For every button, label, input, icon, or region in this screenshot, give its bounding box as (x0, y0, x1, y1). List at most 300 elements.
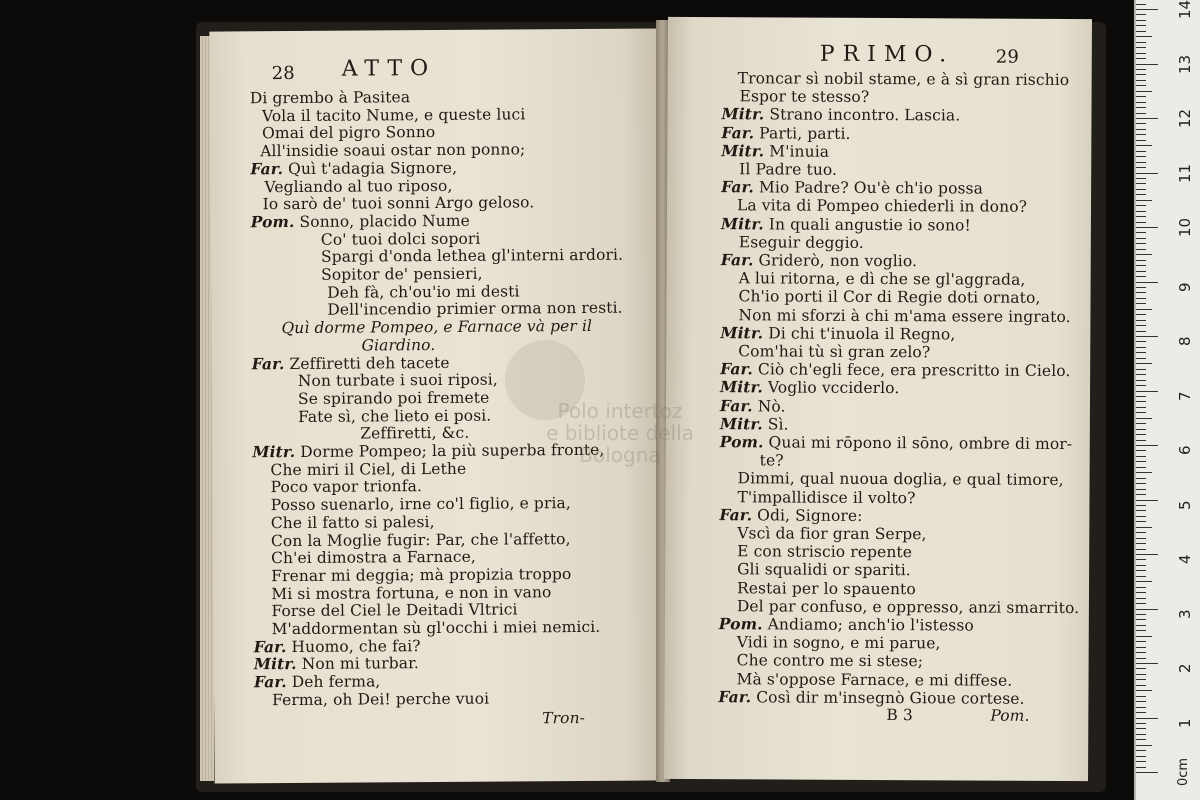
ruler-tick (1136, 598, 1146, 599)
text-line (739, 160, 837, 179)
ruler-tick (1136, 162, 1146, 163)
ruler-number: 12 (1176, 108, 1194, 128)
text-line (281, 317, 592, 337)
ruler-tick (1136, 701, 1146, 702)
ruler-tick (1136, 478, 1146, 479)
verse-text: Sonno, placido Nume (299, 211, 470, 231)
ruler-number: 13 (1176, 54, 1194, 74)
ruler-tick (1136, 696, 1146, 697)
ruler-tick (1136, 336, 1158, 337)
ruler-tick (1136, 123, 1146, 124)
verse-text: Dorme Pompeo; la più superba fronte, (300, 440, 605, 461)
ruler-tick (1136, 559, 1146, 560)
speaker-label: Pom. (719, 432, 764, 452)
ruler-tick (1136, 685, 1146, 686)
ruler-tick (1136, 401, 1146, 402)
ruler-number: 7 (1176, 390, 1194, 401)
ruler-number: 1 (1176, 717, 1194, 728)
text-line (721, 124, 850, 143)
ruler-tick (1136, 380, 1146, 381)
ruler-tick (1136, 325, 1146, 326)
ruler-tick (1136, 723, 1146, 724)
verse-text: Zeffiretti deh tacete (289, 353, 450, 373)
text-line (721, 142, 829, 161)
verse-text: Poco vapor trionfa. (270, 477, 422, 497)
ruler-tick (1136, 374, 1146, 375)
ruler-tick (1136, 440, 1146, 441)
ruler-tick (1136, 331, 1146, 332)
verse-text: Nò. (757, 396, 786, 416)
verse-text: All'insidie soaui ostar non ponno; (260, 140, 526, 161)
ruler-tick (1136, 489, 1146, 490)
text-line (737, 597, 1079, 617)
ruler-tick (1136, 292, 1146, 293)
verse-text: Dell'incendio primier orma non resti. (327, 299, 623, 320)
ruler-tick (1136, 592, 1146, 593)
text-line (760, 452, 784, 470)
ruler-tick (1136, 205, 1146, 206)
verse-text: Se spirando poi fremete (297, 388, 490, 408)
speaker-label: Far. (721, 122, 755, 142)
verse-text: Non mi turbar. (301, 654, 419, 674)
ruler-tick (1136, 31, 1146, 32)
ruler-tick (1136, 260, 1146, 261)
verse-text: Griderò, non voglio. (758, 251, 918, 271)
text-line (271, 601, 517, 621)
text-line (737, 542, 912, 561)
ruler-tick (1136, 320, 1146, 321)
ruler-tick (1136, 222, 1146, 223)
verse-text: Troncar sì nobil stame, e à sì gran rischio (737, 69, 1070, 89)
ruler-tick (1136, 630, 1146, 631)
ruler-tick (1136, 85, 1146, 86)
ruler-tick (1136, 9, 1158, 10)
verse-text: Vscì da fior gran Serpe, (737, 524, 927, 544)
text-line (254, 637, 421, 656)
ruler-number: 10 (1176, 217, 1194, 237)
text-line (321, 229, 481, 248)
ruler-tick (1136, 20, 1146, 21)
ruler-tick (1136, 42, 1146, 43)
ruler-tick (1136, 663, 1158, 664)
ruler-tick (1136, 418, 1152, 419)
ruler-number: 9 (1176, 281, 1194, 292)
verse-text: Ch'io porti il Cor di Regie doti ornato, (738, 287, 1041, 308)
speaker-label: Far. (720, 250, 754, 270)
text-line (718, 688, 1024, 708)
ruler-tick (1136, 183, 1146, 184)
ruler-tick (1136, 570, 1146, 571)
text-line (270, 459, 466, 478)
ruler-tick (1136, 64, 1158, 65)
speaker-label: Mitr. (720, 322, 764, 343)
text-line (721, 251, 917, 270)
ruler-tick (1136, 156, 1146, 157)
verse-text: Quai mi rōpono il sōno, ombre di mor- (768, 433, 1073, 454)
verse-text: Com'hai tù sì gran zelo? (738, 342, 931, 362)
verse-text: In quali angustie io sono! (768, 215, 971, 235)
ruler-tick (1136, 581, 1152, 582)
ruler-number: 4 (1176, 554, 1194, 564)
verse-text: Ferma, oh Dei! perche vuoi (271, 689, 490, 709)
ruler-tick (1136, 25, 1146, 26)
text-line (262, 123, 435, 142)
ruler-tick (1136, 609, 1158, 610)
ruler-tick (1136, 145, 1152, 146)
verse-text: Del par confuso, e oppresso, anzi smarrito. (736, 597, 1080, 617)
running-header-left: ATTO (341, 55, 437, 82)
watermark-line: Bologna (579, 443, 661, 467)
text-line (362, 336, 436, 355)
text-line (263, 193, 535, 213)
ruler-tick (1136, 619, 1146, 620)
page-number-left: 28 (271, 62, 295, 85)
ruler-tick (1136, 265, 1146, 266)
text-line (737, 488, 915, 507)
speaker-label: Far. (719, 395, 753, 415)
speaker-label: Mitr. (721, 104, 765, 124)
verse-text: Omai del pigro Sonno (262, 123, 436, 143)
verse-text: Così dir m'insegnò Gioue cortese. (756, 688, 1025, 708)
ruler-tick (1136, 538, 1146, 539)
ruler-tick (1136, 151, 1146, 152)
ruler-number: 14 (1176, 0, 1194, 19)
page-number-right: 29 (995, 46, 1019, 68)
text-line (262, 105, 525, 125)
signature-mark: B 3 (886, 706, 913, 725)
speaker-label: Mitr. (721, 140, 765, 161)
ruler-tick (1136, 167, 1146, 168)
ruler-tick (1136, 745, 1152, 746)
verse-text: Zeffiretti, &c. (360, 424, 470, 443)
text-line (720, 324, 955, 343)
verse-text: Spargi d'onda lethea gl'interni ardori. (320, 245, 624, 267)
ruler-tick (1136, 614, 1146, 615)
ruler-tick (1136, 91, 1152, 92)
ruler-tick (1136, 527, 1152, 528)
text-line (271, 513, 435, 532)
text-line (738, 342, 930, 361)
verse-text: Che miri il Ciel, di Lethe (270, 459, 467, 479)
ruler-tick (1136, 652, 1146, 653)
ruler-tick (1136, 543, 1146, 544)
verse-text: Dimmi, qual nuoua doglia, e qual timore, (737, 469, 1064, 490)
text-line (737, 561, 911, 580)
verse-text: Vegliando al tuo riposo, (264, 176, 453, 196)
speaker-label: Pom. (718, 614, 763, 634)
text-line (737, 633, 941, 652)
verse-text: Sì. (767, 415, 789, 434)
text-line (737, 197, 1027, 217)
verse-text: Espor te stesso? (739, 87, 870, 107)
ruler-tick (1136, 347, 1146, 348)
measurement-ruler (1134, 0, 1200, 800)
ruler-tick (1136, 461, 1146, 462)
ruler-tick (1136, 118, 1158, 119)
ruler-tick (1136, 647, 1146, 648)
verse-text: Non mi sforzi à chi m'ama essere ingrato. (738, 305, 1071, 326)
ruler-number: 6 (1176, 445, 1194, 455)
ruler-tick (1136, 358, 1146, 359)
speaker-label: Far. (720, 359, 753, 379)
speaker-label: Mitr. (253, 654, 297, 674)
ruler-tick (1136, 505, 1146, 506)
text-line (719, 506, 862, 525)
library-watermark (520, 400, 720, 510)
verse-text: Frenar mi deggia; mà propizia troppo (271, 564, 572, 586)
text-line (321, 265, 483, 284)
speaker-label: Mitr. (252, 441, 296, 462)
ruler-number: 8 (1176, 336, 1194, 346)
ruler-tick (1136, 516, 1146, 517)
ruler-tick (1136, 80, 1146, 81)
verse-text: Mi si mostra fortuna, e non in vano (271, 582, 552, 603)
verse-text: Fate sì, che lieto ei posi. (298, 406, 492, 426)
ruler-tick (1136, 756, 1146, 757)
verse-text: Sopitor de' pensieri, (321, 264, 483, 284)
speaker-label: Far. (718, 686, 752, 707)
speaker-label: Mitr. (720, 213, 764, 233)
text-line (251, 212, 470, 232)
text-line (298, 406, 491, 425)
ruler-tick (1136, 603, 1146, 604)
ruler-tick (1136, 200, 1152, 201)
text-line (298, 371, 498, 390)
speaker-label: Mitr. (719, 413, 763, 434)
ruler-tick (1136, 314, 1146, 315)
ruler-tick (1136, 309, 1152, 310)
ruler-tick (1136, 369, 1146, 370)
ruler-tick (1136, 549, 1146, 550)
speaker-label: Mitr. (720, 377, 763, 397)
text-line (720, 360, 1070, 380)
ruler-tick (1136, 467, 1146, 468)
verse-text: Voglio vcciderlo. (767, 378, 900, 398)
verse-text: Deh ferma, (291, 672, 381, 692)
ruler-tick (1136, 102, 1146, 103)
ruler-tick (1136, 53, 1146, 54)
text-line (321, 246, 623, 266)
ruler-tick (1136, 690, 1152, 691)
ruler-tick (1136, 385, 1146, 386)
text-line (250, 88, 410, 107)
catchword-left: Tron- (542, 708, 586, 728)
verse-text: Forse del Ciel le Deitadi Vltrici (271, 600, 518, 621)
ruler-tick (1136, 96, 1146, 97)
verse-text: Vidi in sogno, e mi parue, (736, 633, 941, 653)
verse-text: A lui ritorna, e dì che se gl'aggrada, (738, 269, 1026, 289)
text-line (254, 672, 381, 691)
ruler-tick (1136, 772, 1158, 773)
speaker-label: Far. (721, 177, 754, 197)
ruler-tick (1136, 674, 1146, 675)
ruler-tick (1136, 734, 1146, 735)
text-line (738, 470, 1064, 490)
ruler-tick (1136, 445, 1158, 446)
text-line (271, 530, 571, 550)
ruler-tick (1136, 521, 1146, 522)
verse-text: Strano incontro. Lascia. (769, 105, 961, 125)
ruler-tick (1136, 718, 1158, 719)
ruler-tick (1136, 494, 1146, 495)
ruler-tick (1136, 271, 1146, 272)
ruler-tick (1136, 391, 1158, 392)
right-page (664, 17, 1092, 781)
verse-text: te? (759, 451, 784, 470)
ruler-tick (1136, 712, 1146, 713)
ruler-tick (1136, 303, 1146, 304)
verse-text: Huomo, che fai? (291, 636, 421, 656)
text-line (250, 159, 457, 178)
speaker-label: Far. (253, 636, 287, 656)
ruler-tick (1136, 282, 1158, 283)
text-line (721, 106, 960, 125)
ruler-tick (1136, 668, 1146, 669)
text-line (264, 176, 452, 195)
text-line (721, 178, 983, 197)
text-line (720, 433, 1072, 453)
verse-text: Con la Moglie fugir: Par, che l'affetto, (270, 529, 571, 550)
text-line (360, 424, 469, 443)
verse-text: Quì t'adagia Signore, (288, 158, 458, 178)
ruler-tick (1136, 434, 1146, 435)
verse-text: Di chi t'inuola il Regno, (768, 324, 956, 344)
ruler-tick (1136, 254, 1152, 255)
ruler-tick (1136, 456, 1146, 457)
ruler-tick (1136, 396, 1146, 397)
ruler-number: 5 (1176, 499, 1194, 510)
ruler-tick (1136, 658, 1146, 659)
ruler-tick (1136, 47, 1146, 48)
ruler-tick (1136, 140, 1146, 141)
ruler-tick (1136, 483, 1146, 484)
verse-text: Non turbate i suoi riposi, (297, 370, 498, 391)
ruler-tick (1136, 276, 1146, 277)
verse-text: Quì dorme Pompeo, e Farnace và per il (281, 317, 593, 338)
ruler-number: 11 (1176, 163, 1194, 183)
ruler-tick (1136, 500, 1158, 501)
ruler-tick (1136, 352, 1146, 353)
verse-text: La vita di Pompeo chiederli in dono? (736, 196, 1028, 217)
ruler-tick (1136, 532, 1146, 533)
text-line (272, 689, 489, 709)
ruler-tick (1136, 707, 1146, 708)
speaker-label: Far. (250, 158, 284, 179)
ruler-tick (1136, 429, 1146, 430)
verse-text: Ch'ei dimostra a Farnace, (270, 547, 476, 568)
verse-text: Di grembo à Pasitea (249, 88, 411, 108)
text-line (740, 87, 870, 106)
ruler-tick (1136, 194, 1146, 195)
ruler-tick (1136, 767, 1146, 768)
verse-text: Gli squalidi or spariti. (737, 560, 911, 580)
speaker-label: Far. (253, 672, 287, 692)
verse-text: Mio Padre? Ou'è ch'io possa (758, 178, 984, 198)
ruler-tick (1136, 113, 1146, 114)
text-line (298, 389, 490, 408)
speaker-label: Far. (719, 504, 753, 525)
ruler-number: 3 (1176, 608, 1194, 619)
ruler-tick (1136, 69, 1146, 70)
verse-text: Vola il tacito Nume, e queste luci (261, 105, 526, 125)
text-line (271, 548, 476, 567)
text-line (271, 618, 600, 638)
ruler-tick (1136, 576, 1146, 577)
verse-text: Che contro me si stese; (736, 651, 924, 671)
ruler-tick (1136, 107, 1146, 108)
ruler-tick (1136, 298, 1146, 299)
catchword-right: Pom. (990, 706, 1030, 725)
ruler-tick (1136, 36, 1152, 37)
verse-text: E con striscio repente (737, 542, 913, 562)
ruler-tick (1136, 728, 1146, 729)
verse-text: Posso suenarlo, irne co'l figlio, e pria, (270, 494, 571, 515)
text-line (737, 579, 916, 598)
ruler-tick (1136, 129, 1146, 130)
ruler-tick (1136, 238, 1146, 239)
text-line (738, 306, 1070, 326)
ruler-tick (1136, 232, 1146, 233)
text-line (737, 524, 926, 543)
ruler-tick (1136, 287, 1146, 288)
ruler-tick (1136, 243, 1146, 244)
verse-text: Parti, parti. (759, 123, 851, 143)
text-line (260, 140, 525, 160)
ruler-tick (1136, 554, 1158, 555)
text-line (739, 233, 864, 252)
verse-text: Co' tuoi dolci sopori (320, 229, 481, 249)
text-line (738, 288, 1040, 308)
ruler-tick (1136, 58, 1146, 59)
ruler-tick (1136, 407, 1146, 408)
ruler-tick (1136, 641, 1146, 642)
verse-text: Mà s'oppose Farnace, e mi diffese. (736, 669, 1013, 690)
text-line (721, 215, 971, 234)
ruler-tick (1136, 211, 1146, 212)
ruler-tick (1136, 189, 1146, 190)
text-line (252, 353, 450, 372)
text-line (720, 415, 789, 433)
ruler-tick (1136, 587, 1146, 588)
ruler-tick (1136, 750, 1146, 751)
text-line (739, 269, 1026, 289)
verse-text: Restai per lo spauento (736, 578, 916, 598)
verse-text: M'inuia (769, 142, 830, 161)
ruler-tick (1136, 74, 1146, 75)
ruler-tick (1136, 450, 1146, 451)
text-line (720, 379, 899, 398)
ruler-tick (1136, 423, 1146, 424)
ruler-tick (1136, 636, 1152, 637)
verse-text: T'impallidisce il volto? (737, 487, 916, 507)
ruler-tick (1136, 510, 1146, 511)
watermark-line: Polo intertoz (557, 399, 683, 423)
speaker-label: Far. (251, 353, 285, 373)
watermark-line: e bibliote della (546, 421, 694, 445)
ruler-tick (1136, 679, 1146, 680)
text-line (254, 655, 419, 674)
ruler-tick (1136, 216, 1146, 217)
speaker-label: Pom. (250, 211, 295, 232)
verse-text: M'addormentan sù gl'occhi i miei nemici. (271, 617, 601, 639)
ruler-tick (1136, 565, 1146, 566)
ruler-tick (1136, 14, 1146, 15)
verse-text: Eseguir deggio. (738, 233, 864, 252)
ruler-tick (1136, 341, 1146, 342)
running-header-right: PRIMO. (819, 41, 955, 68)
ruler-tick (1136, 363, 1152, 364)
ruler-tick (1136, 412, 1146, 413)
